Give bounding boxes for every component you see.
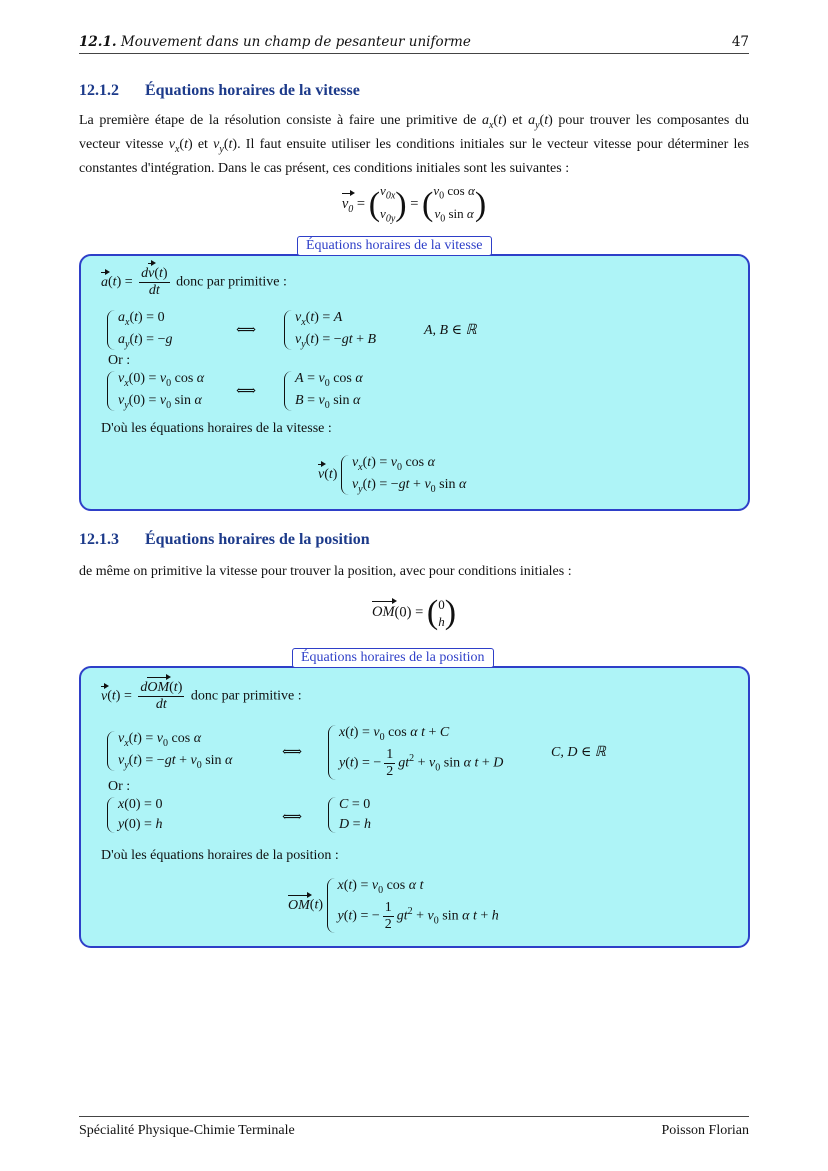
constants-ab: A, B ∈ ℝ <box>424 323 477 338</box>
equation-v0: $v_0$ = ( $v_{0x}$ $v_{0y}$ ) = ( $v_0$ cos α $v_0$ sin α ) <box>341 183 487 225</box>
paragraph-text-and: et <box>512 113 523 128</box>
running-title <box>79 34 471 50</box>
box-title-position: Équations horaires de la position <box>292 648 494 668</box>
section-number: 12.1.2 <box>79 82 119 99</box>
final-position-equations: OM(t) $x(t) = v_0$ cos α t y(t) = − $\frac{1}{2}$ $gt^2 + v_0$ sin α t + h <box>288 878 499 932</box>
d-ou-vitesse-text: D'où les équations horaires de la vitesse : <box>101 421 332 436</box>
system-ab-values: $A = v_0$ cos α $B = v_0$ sin α <box>284 371 363 411</box>
final-velocity-equations: v(t) $v_x(t) = v_0$ cos α $v_y(t) = -gt + v_0$ sin α <box>318 455 467 495</box>
footer-course: Spécialité Physique-Chimie Terminale <box>79 1123 295 1138</box>
section-number: 12.1.3 <box>79 531 119 548</box>
paragraph-position: de même on primitive la vitesse pour trouver la position, avec pour conditions initiales : <box>79 564 572 579</box>
system-position-constants: $x(t) = v_0$ cos α t + C y(t) = − $\frac{1}{2}$ $gt^2 + v_0$ sin α t + D <box>328 725 503 780</box>
math-vx-vy: $v_x(t)$ et $v_y(t)$. <box>168 136 241 155</box>
page-footer <box>79 1116 749 1139</box>
donc-primitive-text-position: donc par primitive : <box>190 688 302 704</box>
section-heading: Équations horaires de la position <box>145 531 370 548</box>
box-title-vitesse: Équations horaires de la vitesse <box>297 236 492 256</box>
equivalence-arrow: ⟺ <box>282 745 303 760</box>
page-header <box>79 34 749 54</box>
paragraph-vitesse <box>79 111 749 178</box>
running-section-title: Mouvement dans un champ de pesanteur uniforme <box>120 34 471 50</box>
system-velocity-constants: $v_x(t) = A$ $v_y(t) = -gt + B$ <box>284 310 376 350</box>
equivalence-arrow: ⟺ <box>282 810 303 825</box>
section-title-vitesse <box>79 82 360 100</box>
system-initial-position: x(0) = 0 y(0) = h <box>107 797 162 833</box>
equivalence-arrow: ⟺ <box>236 384 257 399</box>
system-initial-velocity: $v_x(0) = v_0$ cos α $v_y(0) = v_0$ sin α <box>107 371 204 411</box>
section-title-position <box>79 531 370 549</box>
math-ay: $a_y(t)$ <box>528 113 553 131</box>
or-text-vitesse: Or : <box>108 353 131 368</box>
eq-v-derivative: v(t) = $\frac{\text{dOM(t)}}{dt}$ donc par primitive : <box>101 680 302 712</box>
math-ax: $a_x(t)$ <box>481 113 507 131</box>
equivalence-arrow: ⟺ <box>236 323 257 338</box>
system-acceleration: $a_x(t) = 0$ $a_y(t) = -g$ <box>107 310 172 350</box>
paragraph-text-1: La première étape de la résolution consiste à faire une primitive de <box>79 113 477 128</box>
paragraph-text-2: pour trouver les composantes du vecteur vitesse <box>79 113 749 152</box>
system-velocity: $v_x(t) = v_0$ cos α $v_y(t) = -gt + v_0$ sin α <box>107 731 232 771</box>
running-section-number: 12.1. <box>79 34 117 50</box>
page-number: 47 <box>731 34 749 50</box>
constants-cd: C, D ∈ ℝ <box>551 745 606 760</box>
or-text-position: Or : <box>108 779 131 794</box>
d-ou-position-text: D'où les équations horaires de la position : <box>101 848 339 863</box>
system-cd-values: C = 0 D = h <box>328 797 371 833</box>
paragraph-text-3: Il faut ensuite utiliser les conditions initiales sur le vecteur vitesse pour déterminer les constantes d'intégration. Dans le cas présent, ces conditions initiales sont les suivantes : <box>79 136 750 176</box>
equation-om0: OM(0) = ( 0 h ) <box>371 594 457 631</box>
section-heading: Équations horaires de la vitesse <box>145 82 360 99</box>
donc-primitive-text: donc par primitive : <box>176 274 287 290</box>
eq-a-derivative: a(t) = $\frac{dv(t)}{dt}$ donc par primitive : <box>101 266 287 298</box>
footer-author: Poisson Florian <box>661 1123 749 1138</box>
